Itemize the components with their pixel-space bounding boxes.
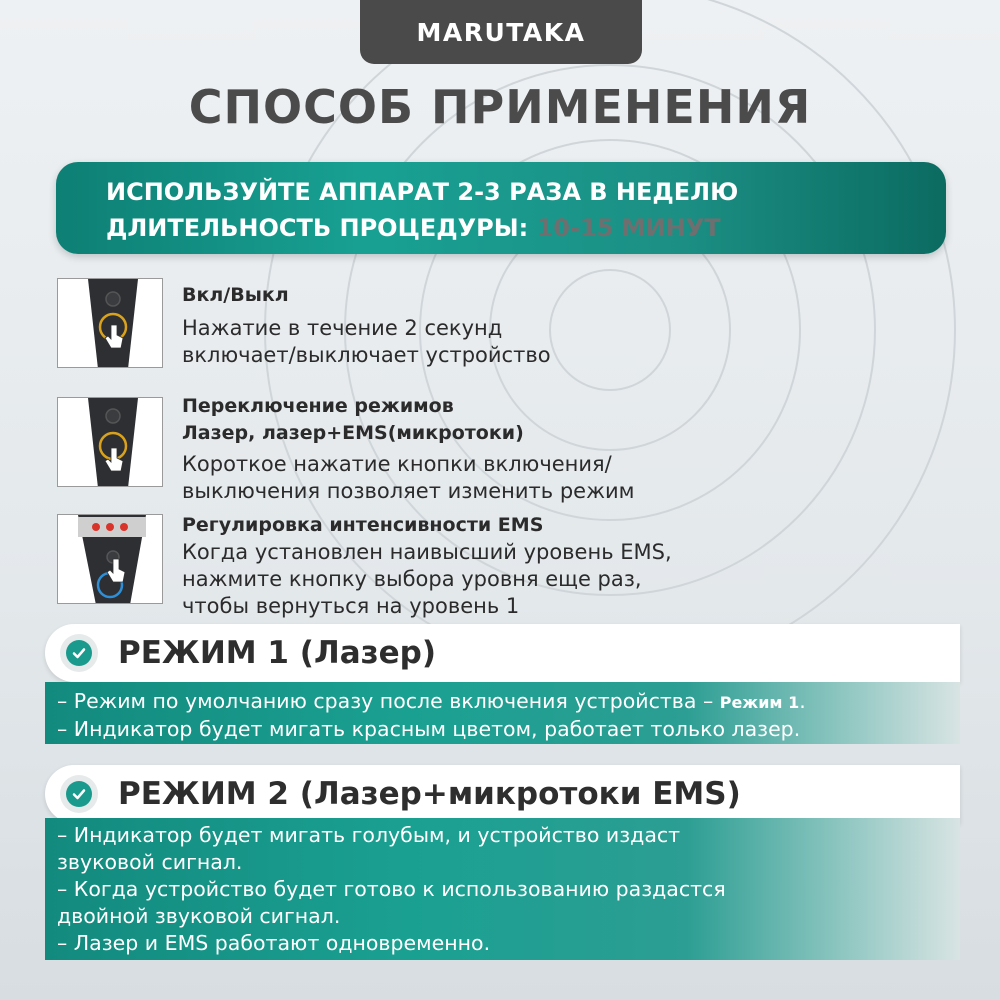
mode-1-line-1: – Режим по умолчанию сразу после включения устройства – Режим 1.	[57, 689, 806, 713]
mode-2-line-4: двойной звуковой сигнал.	[57, 904, 341, 928]
mode-2-line-3: – Когда устройство будет готово к использованию раздастся	[57, 877, 726, 901]
brand-logo: MARUTAKA	[360, 0, 642, 64]
mode-1-line-2: – Индикатор будет мигать красным цветом, работает только лазер.	[57, 717, 801, 741]
step-3-text-line-2: нажмите кнопку выбора уровня еще раз,	[182, 567, 642, 591]
device-thumbnail	[57, 397, 163, 487]
device-thumbnail	[57, 278, 163, 368]
mode-2-line-5: – Лазер и EMS работают одновременно.	[57, 931, 491, 955]
mode-1-title: РЕЖИМ 1 (Лазер)	[118, 635, 437, 671]
page-title: СПОСОБ ПРИМЕНЕНИЯ	[188, 80, 812, 134]
device-thumbnail	[57, 514, 163, 604]
step-2-text-line-2: выключения позволяет изменить режим	[182, 479, 635, 503]
mode-2-line-1: – Индикатор будет мигать голубым, и устройство издаст	[57, 823, 681, 847]
step-2-title-line-1: Переключение режимов	[182, 395, 454, 417]
mode-1-default-label: Режим 1	[719, 693, 800, 712]
mode-1-description	[45, 682, 960, 744]
banner-line-1: ИСПОЛЬЗУЙТЕ АППАРАТ 2-3 РАЗА В НЕДЕЛЮ	[106, 178, 739, 206]
usage-banner	[56, 162, 946, 254]
step-1-title: Вкл/Выкл	[182, 284, 289, 306]
mode-2-description	[45, 818, 960, 960]
step-1-text-line-2: включает/выключает устройство	[182, 343, 551, 367]
step-2-text-line-1: Короткое нажатие кнопки включения/	[182, 452, 612, 476]
check-icon	[60, 775, 98, 813]
step-3-text-line-3: чтобы вернуться на уровень 1	[182, 594, 520, 618]
mode-1-header	[45, 624, 960, 682]
mode-2-line-2: звуковой сигнал.	[57, 850, 243, 874]
step-1-text-line-1: Нажатие в течение 2 секунд	[182, 316, 503, 340]
mode-2-title: РЕЖИМ 2 (Лазер+микротоки EMS)	[118, 776, 741, 812]
mode-2-header	[45, 765, 960, 823]
banner-duration-value: 10-15 МИНУТ	[536, 214, 721, 242]
banner-line-2	[106, 210, 946, 246]
check-icon	[60, 634, 98, 672]
step-2-title-line-2: Лазер, лазер+EMS(микротоки)	[182, 422, 524, 444]
step-3-text-line-1: Когда установлен наивысший уровень EMS,	[182, 540, 672, 564]
step-3-title: Регулировка интенсивности EMS	[182, 514, 544, 536]
banner-duration-label: ДЛИТЕЛЬНОСТЬ ПРОЦЕДУРЫ:	[106, 214, 537, 242]
